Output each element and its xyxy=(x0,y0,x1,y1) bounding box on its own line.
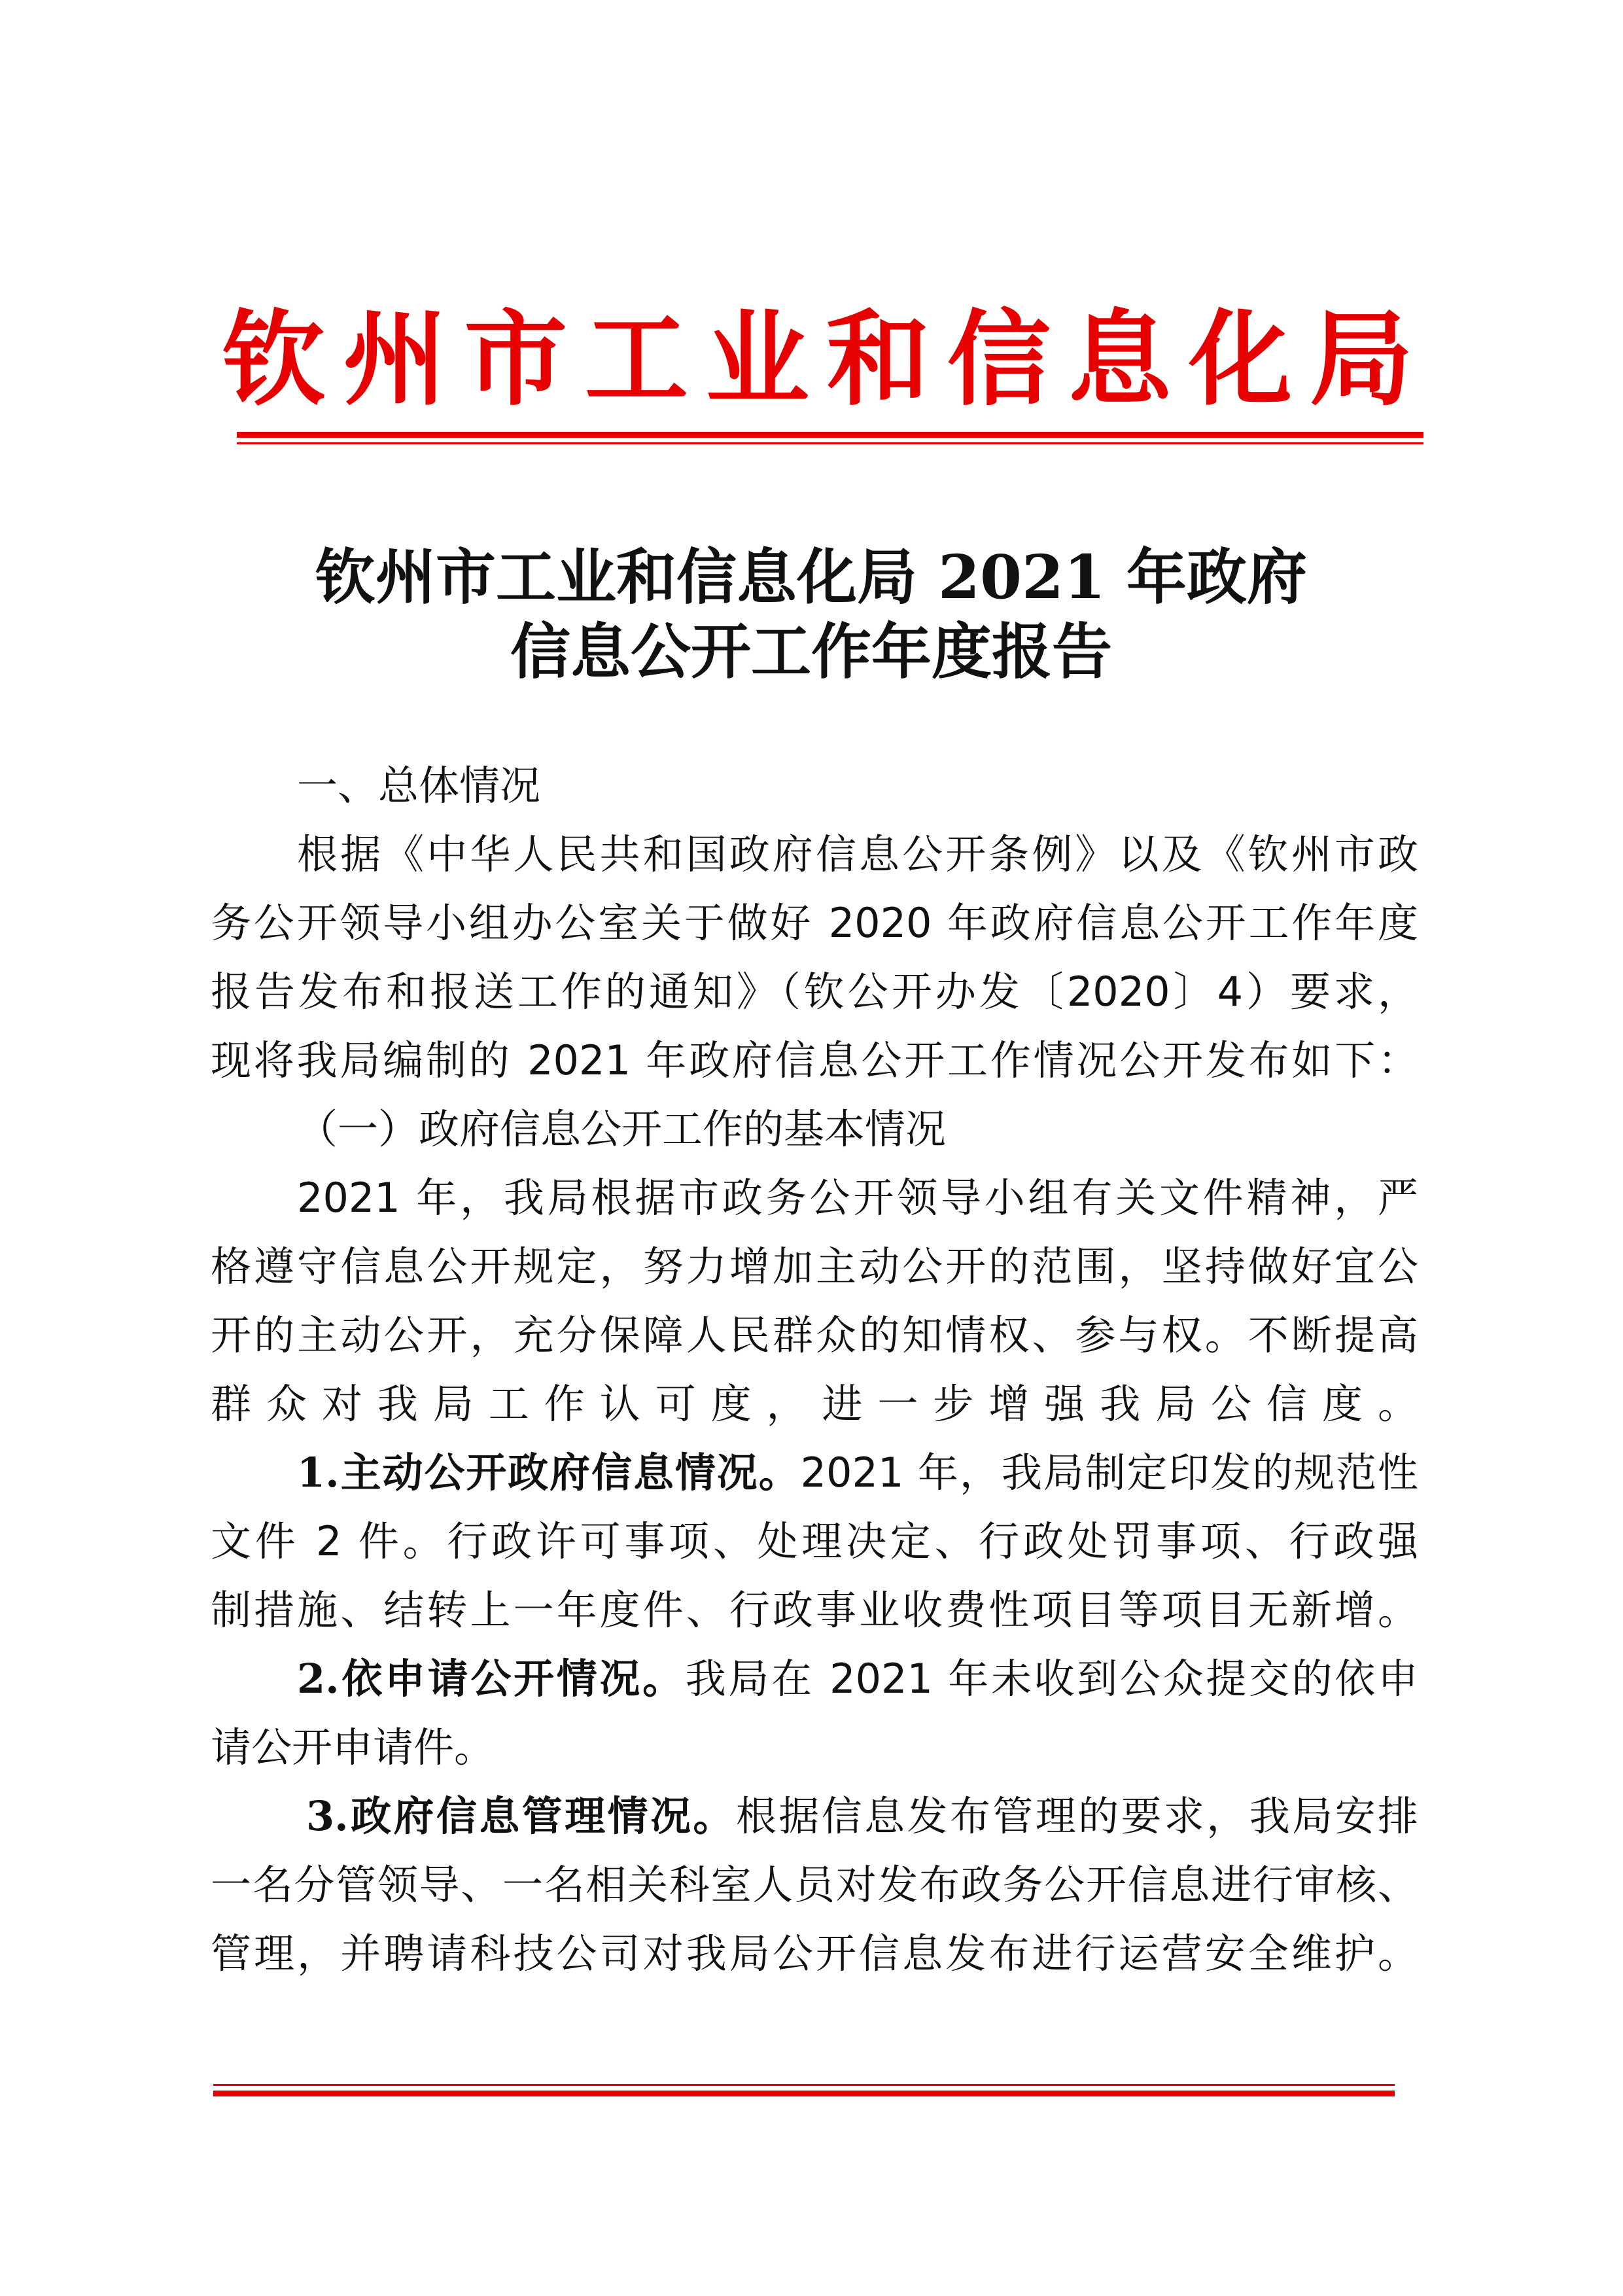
paragraph-line: 务公开领导小组办公室关于做好 2020 年政府信息公开工作年度 xyxy=(211,899,1418,947)
masthead-title xyxy=(222,291,1413,429)
masthead-char: 州 xyxy=(343,299,447,420)
item-2-heading: 2.依申请公开情况。 xyxy=(297,1655,686,1703)
masthead-char: 钦 xyxy=(222,299,326,420)
masthead-char: 市 xyxy=(464,299,568,420)
doc-title-line1: 钦州市工业和信息化局 2021 年政府 xyxy=(315,542,1308,612)
footer-rule-thin xyxy=(213,2084,1395,2086)
paragraph-line: 开的主动公开，充分保障人民群众的知情权、参与权。不断提高 xyxy=(211,1311,1418,1359)
section-heading: 一、总体情况 xyxy=(297,762,541,809)
item-1-first-line xyxy=(297,1449,1418,1496)
item-3-first-line xyxy=(306,1792,1418,1840)
masthead-char: 化 xyxy=(1189,299,1293,420)
masthead-char: 信 xyxy=(947,299,1051,420)
footer-rule-thick xyxy=(213,2091,1395,2096)
item-1-text: 2021 年，我局制定印发的规范性 xyxy=(800,1449,1418,1496)
masthead-rule-thin xyxy=(237,442,1423,444)
paragraph-line: 群众对我局工作认可度，进一步增强我局公信度。 xyxy=(211,1380,1418,1428)
masthead-char: 业 xyxy=(705,299,809,420)
item-3-text: 根据信息发布管理的要求，我局安排 xyxy=(735,1792,1418,1840)
paragraph-line: 报告发布和报送工作的通知》（钦公开办发〔2020〕4）要求， xyxy=(211,968,1418,1016)
item-2-first-line xyxy=(297,1655,1418,1703)
paragraph-line: 制措施、结转上一年度件、行政事业收费性项目等项目无新增。 xyxy=(211,1586,1418,1634)
paragraph-line: 根据《中华人民共和国政府信息公开条例》以及《钦州市政 xyxy=(297,830,1418,878)
paragraph-line: 请公开申请件。 xyxy=(211,1723,495,1771)
paragraph-line: 一名分管领导、一名相关科室人员对发布政务公开信息进行审核、 xyxy=(211,1861,1418,1909)
masthead-char: 和 xyxy=(826,299,930,420)
item-3-heading: 3.政府信息管理情况。 xyxy=(306,1792,736,1840)
paragraph-line: 2021 年，我局根据市政务公开领导小组有关文件精神，严 xyxy=(297,1174,1418,1222)
paragraph-line: 现将我局编制的 2021 年政府信息公开工作情况公开发布如下： xyxy=(211,1036,1418,1084)
item-1-heading: 1.主动公开政府信息情况。 xyxy=(297,1449,801,1496)
subsection-heading: （一）政府信息公开工作的基本情况 xyxy=(297,1105,947,1153)
paragraph-line: 管理，并聘请科技公司对我局公开信息发布进行运营安全维护。 xyxy=(211,1930,1418,1977)
paragraph-line: 格遵守信息公开规定，努力增加主动公开的范围，坚持做好宜公 xyxy=(211,1243,1418,1290)
paragraph-line: 文件 2 件。行政许可事项、处理决定、行政处罚事项、行政强 xyxy=(211,1517,1418,1565)
masthead-char: 息 xyxy=(1068,299,1172,420)
masthead-rule-thick xyxy=(237,432,1423,438)
item-2-text: 我局在 2021 年未收到公众提交的依申 xyxy=(685,1655,1418,1703)
doc-title-line2: 信息公开工作年度报告 xyxy=(510,616,1112,687)
masthead-char: 局 xyxy=(1309,299,1413,420)
masthead-char: 工 xyxy=(584,299,688,420)
